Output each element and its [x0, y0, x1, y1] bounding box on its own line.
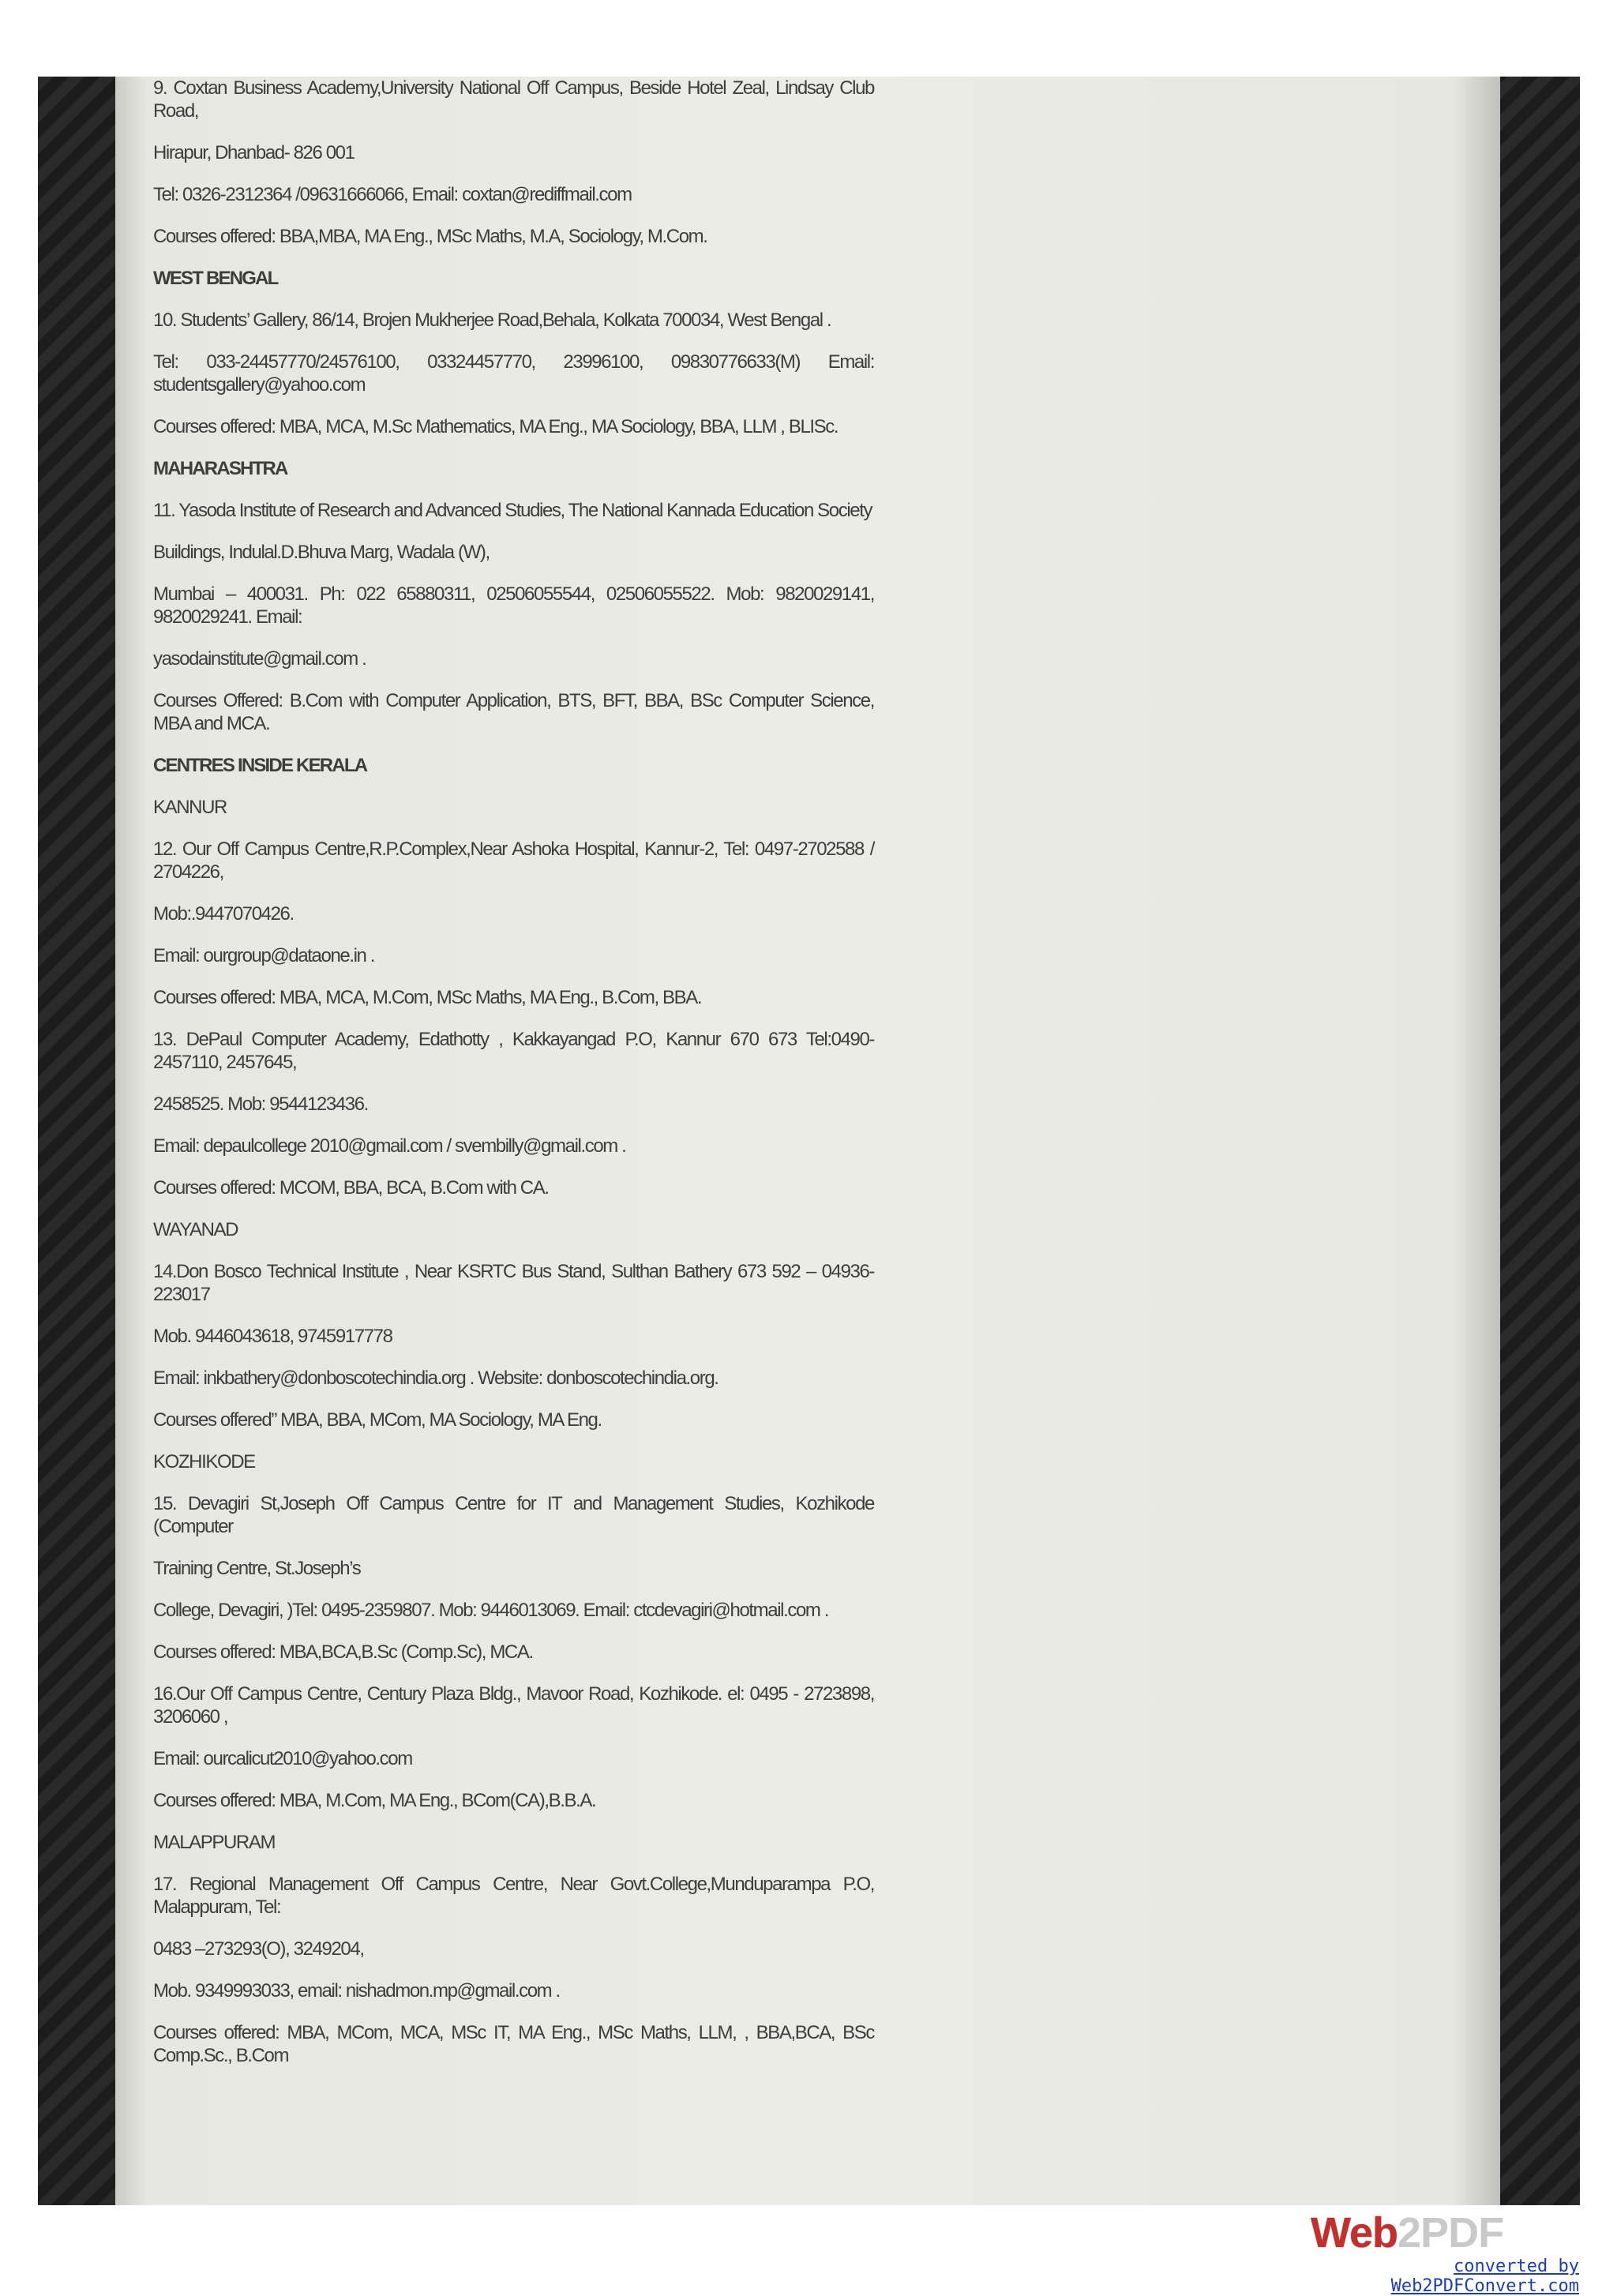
section-heading: CENTRES INSIDE KERALA: [153, 755, 367, 776]
body-paragraph: Courses offered: MBA,BCA,B.Sc (Comp.Sc), MCA.: [153, 1641, 533, 1663]
body-paragraph: Hirapur, Dhanbad- 826 001: [153, 142, 355, 163]
body-paragraph: 10. Students’ Gallery, 86/14, Brojen Mukherjee Road,Behala, Kolkata 700034, West Bengal .: [153, 310, 831, 331]
body-paragraph: Mob. 9446043618, 9745917778: [153, 1326, 392, 1347]
district-label: WAYANAD: [153, 1219, 238, 1240]
body-paragraph: 2458525. Mob: 9544123436.: [153, 1094, 368, 1115]
body-paragraph: 15. Devagiri St,Joseph Off Campus Centre for IT and Management Studies, Kozhikode (Computer: [153, 1493, 874, 1537]
body-paragraph: Mob. 9349993033, email: nishadmon.mp@gmail.com .: [153, 1980, 560, 2001]
district-label: KOZHIKODE: [153, 1451, 255, 1473]
body-paragraph: Courses offered: MBA, M.Com, MA Eng., BCom(CA),B.B.A.: [153, 1790, 596, 1811]
body-paragraph: Courses Offered: B.Com with Computer Application, BTS, BFT, BBA, BSc Computer Science, MBA and MCA.: [153, 690, 874, 734]
body-paragraph: Tel: 0326-2312364 /09631666066, Email: coxtan@rediffmail.com: [153, 184, 632, 205]
body-paragraph: 9. Coxtan Business Academy,University National Off Campus, Beside Hotel Zeal, Lindsay Club Road,: [153, 77, 874, 122]
body-paragraph: Courses offered: MBA, MCA, M.Sc Mathematics, MA Eng., MA Sociology, BBA, LLM , BLISc.: [153, 416, 839, 437]
body-paragraph: 0483 –273293(O), 3249204,: [153, 1938, 364, 1960]
body-paragraph: Courses offered: MCOM, BBA, BCA, B.Com with CA.: [153, 1177, 549, 1199]
body-paragraph: 12. Our Off Campus Centre,R.P.Complex,Near Ashoka Hospital, Kannur-2, Tel: 0497-2702588 / 2704226,: [153, 838, 874, 883]
logo-web-text: Web: [1311, 2209, 1398, 2257]
body-paragraph: Email: inkbathery@donboscotechindia.org . Website: donboscotechindia.org.: [153, 1367, 718, 1389]
converter-link[interactable]: converted by Web2PDFConvert.com: [1390, 2257, 1579, 2296]
body-paragraph: Courses offered: MBA, MCom, MCA, MSc IT, MA Eng., MSc Maths, LLM, , BBA,BCA, BSc Comp.Sc., B.Com: [153, 2022, 874, 2066]
body-paragraph: Buildings, Indulal.D.Bhuva Marg, Wadala (W),: [153, 542, 490, 563]
body-paragraph: Email: depaulcollege 2010@gmail.com / svembilly@gmail.com .: [153, 1135, 626, 1157]
body-paragraph: Courses offered: MBA, MCA, M.Com, MSc Maths, MA Eng., B.Com, BBA.: [153, 987, 702, 1008]
section-heading: WEST BENGAL: [153, 268, 278, 289]
district-label: MALAPPURAM: [153, 1832, 276, 1853]
body-paragraph: Courses offered: BBA,MBA, MA Eng., MSc Maths, M.A, Sociology, M.Com.: [153, 226, 707, 247]
section-heading: MAHARASHTRA: [153, 458, 287, 479]
body-paragraph: Courses offered” MBA, BBA, MCom, MA Sociology, MA Eng.: [153, 1409, 602, 1431]
document-body: [153, 77, 874, 2086]
body-paragraph: Mumbai – 400031. Ph: 022 65880311, 02506055544, 02506055522. Mob: 9820029141, 9820029241. Email:: [153, 583, 874, 628]
district-label: KANNUR: [153, 797, 227, 818]
body-paragraph: College, Devagiri, )Tel: 0495-2359807. Mob: 9446013069. Email: ctcdevagiri@hotmail.com .: [153, 1600, 829, 1621]
body-paragraph: 13. DePaul Computer Academy, Edathotty , Kakkayangad P.O, Kannur 670 673 Tel:0490-2457110, 2457645,: [153, 1029, 874, 1073]
body-paragraph: Email: ourcalicut2010@yahoo.com: [153, 1748, 412, 1769]
body-paragraph: yasodainstitute@gmail.com .: [153, 648, 366, 670]
body-paragraph: Tel: 033-24457770/24576100, 03324457770, 23996100, 09830776633(M) Email: studentsgallery@yahoo.com: [153, 351, 874, 396]
logo-2pdf-text: 2PDF: [1398, 2209, 1504, 2257]
body-paragraph: 14.Don Bosco Technical Institute , Near KSRTC Bus Stand, Sulthan Bathery 673 592 – 04936-223017: [153, 1261, 874, 1305]
body-paragraph: Email: ourgroup@dataone.in .: [153, 945, 375, 966]
body-paragraph: 16.Our Off Campus Centre, Century Plaza Bldg., Mavoor Road, Kozhikode. el: 0495 - 2723898, 3206060 ,: [153, 1683, 874, 1728]
body-paragraph: Training Centre, St.Joseph’s: [153, 1558, 361, 1579]
body-paragraph: 11. Yasoda Institute of Research and Advanced Studies, The National Kannada Education Society: [153, 500, 872, 521]
web2pdf-logo: [1311, 2211, 1508, 2255]
body-paragraph: Mob:.9447070426.: [153, 903, 294, 925]
body-paragraph: 17. Regional Management Off Campus Centre, Near Govt.College,Munduparampa P.O, Malappuram, Tel:: [153, 1874, 874, 1918]
